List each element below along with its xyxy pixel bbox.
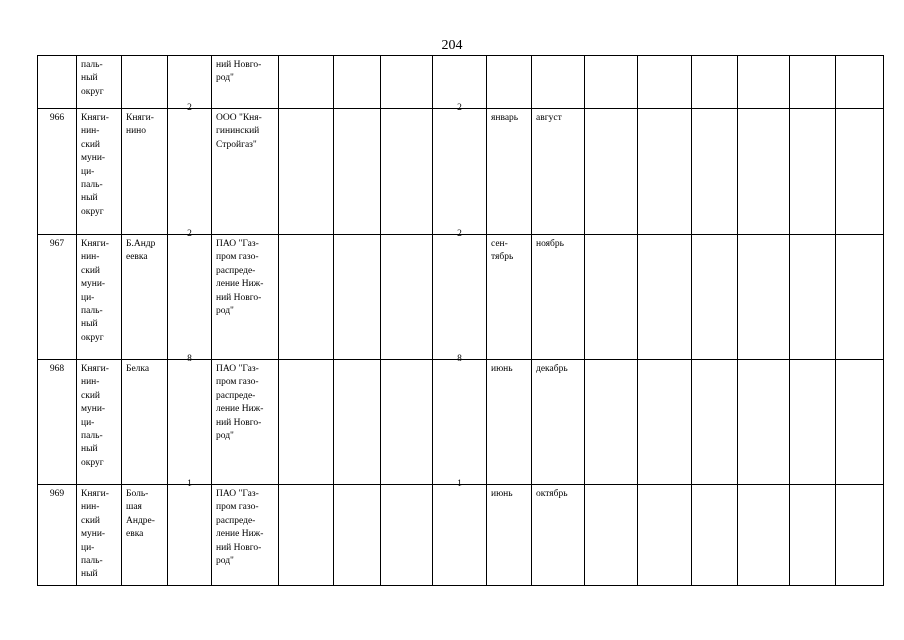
organization-cell-text: ПАО "Газ- пром газо- распреде- ление Ниж- ний Новго- род" xyxy=(216,489,264,567)
empty-cell xyxy=(381,360,433,485)
row-number xyxy=(38,235,77,360)
start-month-cell-text: июнь xyxy=(491,489,513,499)
row-number xyxy=(38,360,77,485)
start-month-cell-text: сен- тябрь xyxy=(491,239,514,263)
empty-cell xyxy=(334,235,381,360)
table-row xyxy=(38,360,884,485)
empty-cell xyxy=(738,56,790,109)
count-cell xyxy=(168,56,212,109)
empty-cell xyxy=(585,485,638,586)
empty-cell xyxy=(585,109,638,235)
empty-cell xyxy=(638,360,692,485)
empty-cell xyxy=(638,485,692,586)
organization-cell-text: ПАО "Газ- пром газо- распреде- ление Ниж- ний Новго- род" xyxy=(216,239,264,317)
data-table xyxy=(37,55,884,586)
count-total-cell-text: 1 xyxy=(457,479,462,489)
district-cell-text: Княги- нин- ский муни- ци- паль- ный округ xyxy=(81,113,109,217)
empty-cell xyxy=(692,56,738,109)
end-month-cell-text: август xyxy=(536,113,562,123)
organization-cell xyxy=(212,485,279,586)
count-total-cell-text: 2 xyxy=(457,103,462,113)
district-cell-text: паль- ный округ xyxy=(81,60,104,97)
settlement-cell-text: Б.Андр еевка xyxy=(126,239,156,263)
organization-cell xyxy=(212,56,279,109)
row-number-text: 969 xyxy=(49,489,65,499)
empty-cell xyxy=(381,235,433,360)
empty-cell xyxy=(381,109,433,235)
start-month-cell-text: июнь xyxy=(491,364,513,374)
settlement-cell-text: Княги- нино xyxy=(126,113,154,137)
empty-cell xyxy=(836,235,884,360)
count-cell xyxy=(168,354,212,485)
table-row xyxy=(38,56,884,109)
empty-cell xyxy=(692,109,738,235)
start-month-cell xyxy=(487,360,532,485)
empty-cell xyxy=(738,109,790,235)
settlement-cell xyxy=(122,235,168,360)
count-cell-text: 1 xyxy=(187,479,192,489)
row-number-text: 967 xyxy=(49,239,65,249)
empty-cell xyxy=(334,485,381,586)
count-cell xyxy=(168,479,212,586)
settlement-cell xyxy=(122,56,168,109)
empty-cell xyxy=(381,56,433,109)
empty-cell xyxy=(585,235,638,360)
empty-cell xyxy=(279,235,334,360)
empty-cell xyxy=(692,360,738,485)
empty-cell xyxy=(738,485,790,586)
count-total-cell xyxy=(433,56,487,109)
table-row xyxy=(38,109,884,235)
empty-cell xyxy=(334,56,381,109)
district-cell-text: Княги- нин- ский муни- ци- паль- ный округ xyxy=(81,239,109,343)
end-month-cell-text: октябрь xyxy=(536,489,568,499)
end-month-cell-text: ноябрь xyxy=(536,239,564,249)
empty-cell xyxy=(738,235,790,360)
organization-cell-text: ООО "Кня- гининский Стройгаз" xyxy=(216,113,262,150)
count-total-cell xyxy=(433,479,487,586)
count-total-cell-text: 2 xyxy=(457,229,462,239)
empty-cell xyxy=(638,235,692,360)
empty-cell xyxy=(790,360,836,485)
start-month-cell xyxy=(487,109,532,235)
count-cell xyxy=(168,103,212,235)
row-number-text: 966 xyxy=(49,113,65,123)
count-cell-text: 2 xyxy=(187,229,192,239)
end-month-cell-text: декабрь xyxy=(536,364,568,374)
start-month-cell xyxy=(487,235,532,360)
empty-cell xyxy=(279,360,334,485)
empty-cell xyxy=(790,235,836,360)
settlement-cell-text: Белка xyxy=(126,364,150,374)
empty-cell xyxy=(790,485,836,586)
organization-cell-text: ний Новго- род" xyxy=(216,60,262,84)
organization-cell xyxy=(212,109,279,235)
end-month-cell xyxy=(532,56,585,109)
count-cell xyxy=(168,229,212,360)
table-row xyxy=(38,485,884,586)
end-month-cell xyxy=(532,109,585,235)
end-month-cell xyxy=(532,235,585,360)
district-cell xyxy=(77,56,122,109)
empty-cell xyxy=(738,360,790,485)
district-cell xyxy=(77,485,122,586)
empty-cell xyxy=(638,109,692,235)
empty-cell xyxy=(334,109,381,235)
end-month-cell xyxy=(532,485,585,586)
district-cell xyxy=(77,360,122,485)
organization-cell xyxy=(212,235,279,360)
empty-cell xyxy=(692,235,738,360)
settlement-cell xyxy=(122,485,168,586)
empty-cell xyxy=(790,109,836,235)
settlement-cell xyxy=(122,109,168,235)
empty-cell xyxy=(585,56,638,109)
table-row xyxy=(38,235,884,360)
row-number xyxy=(38,56,77,109)
empty-cell xyxy=(692,485,738,586)
empty-cell xyxy=(279,109,334,235)
empty-cell xyxy=(279,56,334,109)
empty-cell xyxy=(585,360,638,485)
count-total-cell-text: 8 xyxy=(457,354,462,364)
count-total-cell xyxy=(433,103,487,235)
row-number xyxy=(38,485,77,586)
district-cell xyxy=(77,109,122,235)
settlement-cell xyxy=(122,360,168,485)
organization-cell-text: ПАО "Газ- пром газо- распреде- ление Ниж- ний Новго- род" xyxy=(216,364,264,442)
district-cell-text: Княги- нин- ский муни- ци- паль- ный округ xyxy=(81,364,109,468)
empty-cell xyxy=(790,56,836,109)
settlement-cell-text: Боль- шая Андре- евка xyxy=(126,489,155,540)
start-month-cell xyxy=(487,56,532,109)
district-cell-text: Княги- нин- ский муни- ци- паль- ный xyxy=(81,489,109,580)
end-month-cell xyxy=(532,360,585,485)
count-total-cell xyxy=(433,354,487,485)
row-number-text: 968 xyxy=(49,364,65,374)
count-total-cell xyxy=(433,229,487,360)
empty-cell xyxy=(638,56,692,109)
empty-cell xyxy=(279,485,334,586)
empty-cell xyxy=(836,109,884,235)
count-cell-text: 2 xyxy=(187,103,192,113)
empty-cell xyxy=(381,485,433,586)
start-month-cell-text: январь xyxy=(491,113,519,123)
empty-cell xyxy=(334,360,381,485)
count-cell-text: 8 xyxy=(187,354,192,364)
district-cell xyxy=(77,235,122,360)
empty-cell xyxy=(836,56,884,109)
organization-cell xyxy=(212,360,279,485)
empty-cell xyxy=(836,485,884,586)
start-month-cell xyxy=(487,485,532,586)
empty-cell xyxy=(836,360,884,485)
row-number xyxy=(38,109,77,235)
page-number: 204 xyxy=(441,38,463,53)
